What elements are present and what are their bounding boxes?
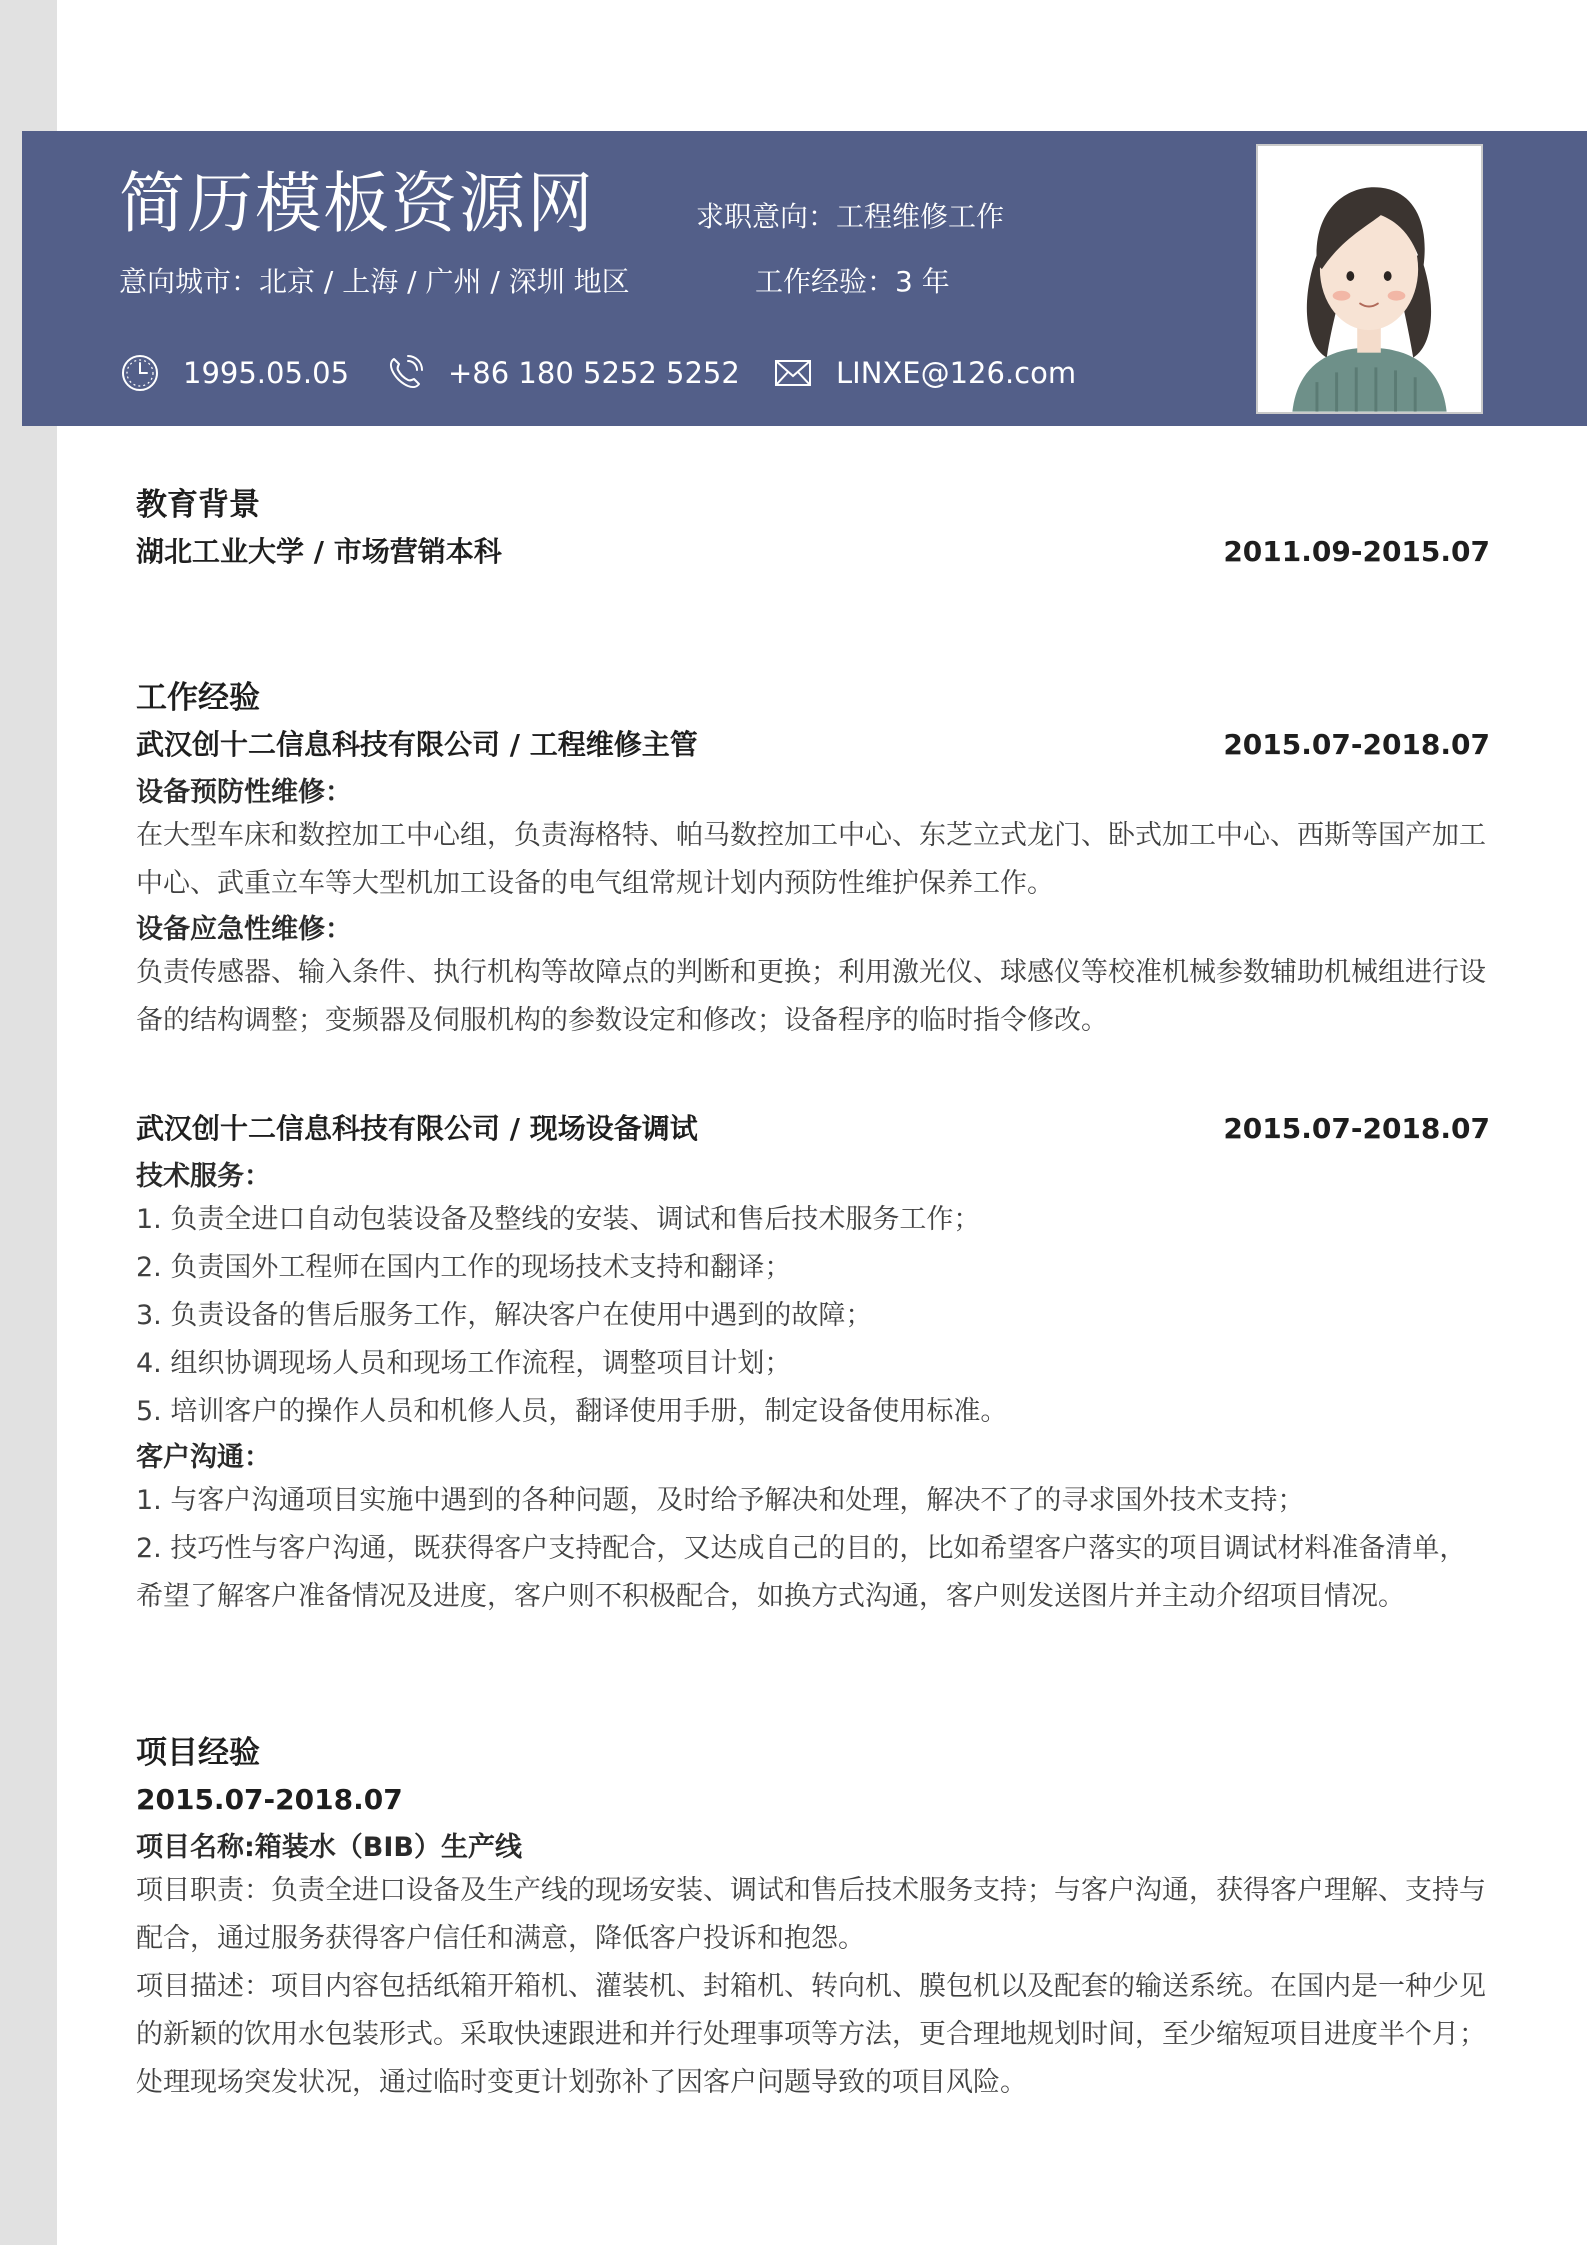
project-section [136, 1735, 1490, 2107]
contact-birth [119, 352, 349, 394]
profile-photo [1256, 144, 1483, 414]
job2-sub1: 技术服务： [136, 1161, 271, 1192]
list-item: 5. 培训客户的操作人员和机修人员，翻译使用手册，制定设备使用标准。 [136, 1396, 1008, 1427]
job2-section [136, 1112, 1490, 1621]
education-school: 湖北工业大学 / 市场营销本科 [136, 535, 502, 568]
phone-number: +86 180 5252 5252 [448, 355, 740, 390]
list-item: 1. 与客户沟通项目实施中遇到的各种问题，及时给予解决和处理，解决不了的寻求国外技术支持； [136, 1485, 1305, 1516]
project-date-row [136, 1783, 1490, 1816]
education-section [136, 487, 1490, 568]
job2-sub2: 客户沟通： [136, 1442, 271, 1473]
avatar-illustration [1258, 146, 1481, 412]
work-experience-years: 工作经验：3 年 [755, 265, 950, 298]
section-title-project: 项目经验 [136, 1735, 260, 1771]
intended-city: 意向城市：北京 / 上海 / 广州 / 深圳 地区 [119, 265, 630, 298]
job1-text1: 在大型车床和数控加工中心组，负责海格特、帕马数控加工中心、东芝立式龙门、卧式加工中心、西斯等国产加工中心、武重立车等大型机加工设备的电气组常规计划内预防性维护保养工作。 [136, 820, 1486, 899]
project-duty: 项目职责：负责全进口设备及生产线的现场安装、调试和售后技术服务支持；与客户沟通，获得客户理解、支持与配合，通过服务获得客户信任和满意，降低客户投诉和抱怨。 [136, 1875, 1486, 1954]
clock-icon [119, 352, 161, 394]
section-title-work: 工作经验 [136, 680, 260, 716]
job2-list2 [136, 1477, 1490, 1621]
project-date: 2015.07-2018.07 [136, 1783, 403, 1816]
job-intent: 求职意向：工程维修工作 [696, 200, 1005, 233]
job1-sub2: 设备应急性维修： [136, 914, 352, 945]
job1-heading-row [136, 728, 1490, 761]
contact-phone [384, 352, 740, 394]
job1-text2: 负责传感器、输入条件、执行机构等故障点的判断和更换；利用激光仪、球感仪等校准机械参数辅助机械组进行设备的结构调整；变频器及伺服机构的参数设定和修改；设备程序的临时指令修改。 [136, 957, 1486, 1036]
email-address: LINXE@126.com [836, 355, 1077, 390]
section-title-education: 教育背景 [136, 487, 260, 523]
education-entry [136, 535, 1490, 568]
list-item: 1. 负责全进口自动包装设备及整线的安装、调试和售后技术服务工作； [136, 1204, 981, 1235]
list-item: 2. 负责国外工程师在国内工作的现场技术支持和翻译； [136, 1252, 792, 1283]
phone-icon [384, 352, 426, 394]
birth-date: 1995.05.05 [183, 355, 350, 390]
job2-date: 2015.07-2018.07 [1223, 1112, 1490, 1145]
job1-heading: 武汉创十二信息科技有限公司 / 工程维修主管 [136, 728, 698, 761]
job1-date: 2015.07-2018.07 [1223, 728, 1490, 761]
work-section [136, 680, 1490, 1045]
job1-sub1: 设备预防性维修： [136, 777, 352, 808]
education-date: 2011.09-2015.07 [1223, 535, 1490, 568]
contact-email [772, 352, 1076, 394]
project-description: 项目描述：项目内容包括纸箱开箱机、灌装机、封箱机、转向机、膜包机以及配套的输送系统。在国内是一种少见的新颖的饮用水包装形式。采取快速跟进和并行处理事项等方法，更合理地规划时间，至少缩短项目进度半个月；处理现场突发状况，通过临时变更计划弥补了因客户问题导致的项目风险。 [136, 1971, 1486, 2098]
resume-name: 简历模板资源网 [119, 165, 595, 242]
list-item: 3. 负责设备的售后服务工作，解决客户在使用中遇到的故障； [136, 1300, 873, 1331]
job2-heading: 武汉创十二信息科技有限公司 / 现场设备调试 [136, 1112, 698, 1145]
project-name: 项目名称:箱装水（BIB）生产线 [136, 1832, 523, 1863]
job2-list1 [136, 1196, 1490, 1436]
mail-icon [772, 352, 814, 394]
job2-heading-row [136, 1112, 1490, 1145]
list-item: 4. 组织协调现场人员和现场工作流程，调整项目计划； [136, 1348, 792, 1379]
list-item: 2. 技巧性与客户沟通，既获得客户支持配合，又达成自己的目的，比如希望客户落实的项目调试材料准备清单，希望了解客户准备情况及进度，客户则不积极配合，如换方式沟通，客户则发送图片并主动介绍项目情况。 [136, 1533, 1467, 1612]
